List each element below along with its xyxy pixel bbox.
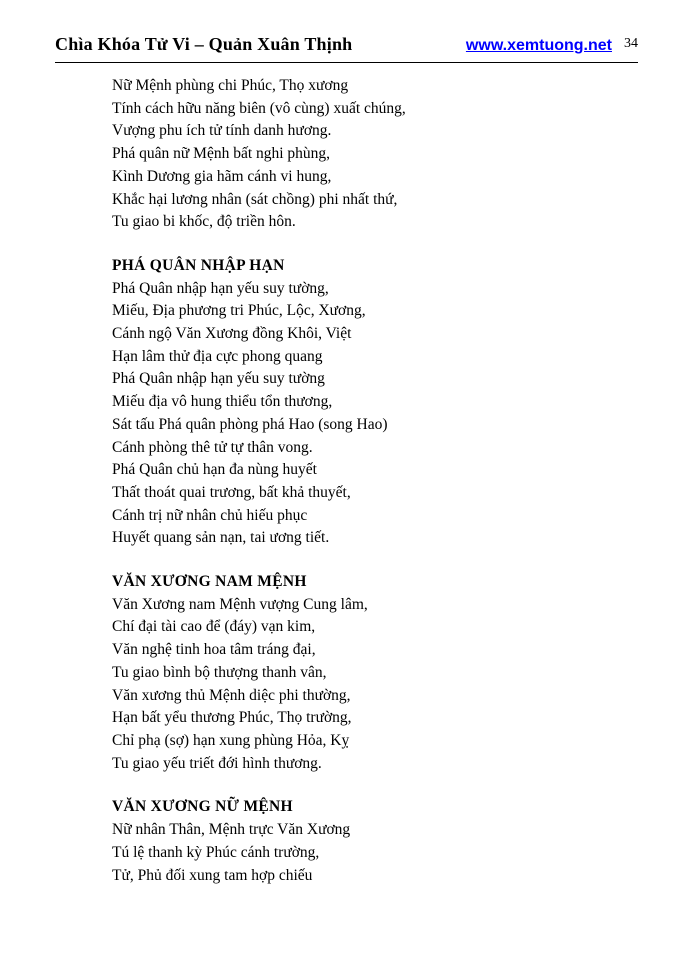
page-header	[55, 34, 638, 55]
poem-line: Văn xương thủ Mệnh diệc phi thường,	[112, 686, 351, 704]
poem-line: Hạn bất yểu thương Phúc, Thọ trường,	[112, 709, 352, 727]
poem-line: Cánh ngộ Văn Xương đồng Khôi, Việt	[112, 325, 352, 343]
poem-line: Khắc hại lương nhân (sát chồng) phi nhất thứ,	[112, 190, 398, 208]
poem-line: Nữ nhân Thân, Mệnh trực Văn Xương	[112, 821, 351, 839]
poem-line: Chỉ phạ (sợ) hạn xung phùng Hỏa, Kỵ	[112, 731, 350, 749]
poem-line: Phá quân nữ Mệnh bất nghi phùng,	[112, 145, 331, 163]
poem-line: Cánh trị nữ nhân chủ hiếu phục	[112, 506, 308, 524]
poem-line: Sát tấu Phá quân phòng phá Hao (song Hao)	[112, 415, 388, 433]
poem-section	[112, 571, 638, 775]
poem-section	[112, 255, 638, 550]
poem-line: Kình Dương gia hãm cánh vi hung,	[112, 167, 332, 185]
poem-line: Văn nghệ tinh hoa tâm tráng đại,	[112, 641, 316, 659]
poem-line: Tu giao yếu triết đới hình thương.	[112, 754, 322, 772]
poem-line: Phá Quân chủ hạn đa nùng huyết	[112, 461, 317, 479]
section-heading: VĂN XƯƠNG NAM MỆNH	[112, 573, 307, 591]
poem-line: Cánh phòng thê tử tự thân vong.	[112, 438, 313, 456]
poem-section	[112, 796, 638, 887]
section-heading: VĂN XƯƠNG NỮ MỆNH	[112, 798, 293, 816]
page-number: 34	[624, 36, 638, 51]
poem-line: Vượng phu ích tử tính danh hương.	[112, 122, 332, 140]
poem-line: Miếu, Địa phương tri Phúc, Lộc, Xương,	[112, 302, 366, 320]
header-right	[466, 37, 638, 55]
poem-line: Phá Quân nhập hạn yếu suy tường	[112, 370, 325, 388]
poem-line: Văn Xương nam Mệnh vượng Cung lâm,	[112, 595, 368, 613]
poem-section	[112, 75, 638, 234]
poem-line: Huyết quang sản nạn, tai ương tiết.	[112, 529, 330, 547]
poem-line: Tú lệ thanh kỳ Phúc cánh trường,	[112, 843, 320, 861]
website-link[interactable]: www.xemtuong.net	[465, 37, 612, 54]
poem-line: Thất thoát quai trương, bất khả thuyết,	[112, 483, 351, 501]
poem-line: Phá Quân nhập hạn yếu suy tường,	[112, 279, 329, 297]
poem-line: Hạn lâm thử địa cực phong quang	[112, 347, 323, 365]
poem-line: Tính cách hữu năng biên (vô cùng) xuất chúng,	[112, 99, 406, 117]
poem-line: Miếu địa vô hung thiểu tổn thương,	[112, 393, 333, 411]
book-title: Chìa Khóa Tử Vi – Quản Xuân Thịnh	[55, 34, 353, 54]
poem-line: Chí đại tài cao để (đáy) vạn kim,	[112, 618, 316, 636]
poem-line: Tu giao bình bộ thượng thanh vân,	[112, 663, 327, 681]
section-heading: PHÁ QUÂN NHẬP HẠN	[112, 256, 285, 274]
poem-line: Tử, Phủ đối xung tam hợp chiếu	[112, 866, 313, 884]
poem-line: Nữ Mệnh phùng chi Phúc, Thọ xương	[112, 77, 349, 94]
document-content	[112, 63, 638, 887]
poem-line: Tu giao bi khốc, độ triền hôn.	[112, 213, 296, 231]
